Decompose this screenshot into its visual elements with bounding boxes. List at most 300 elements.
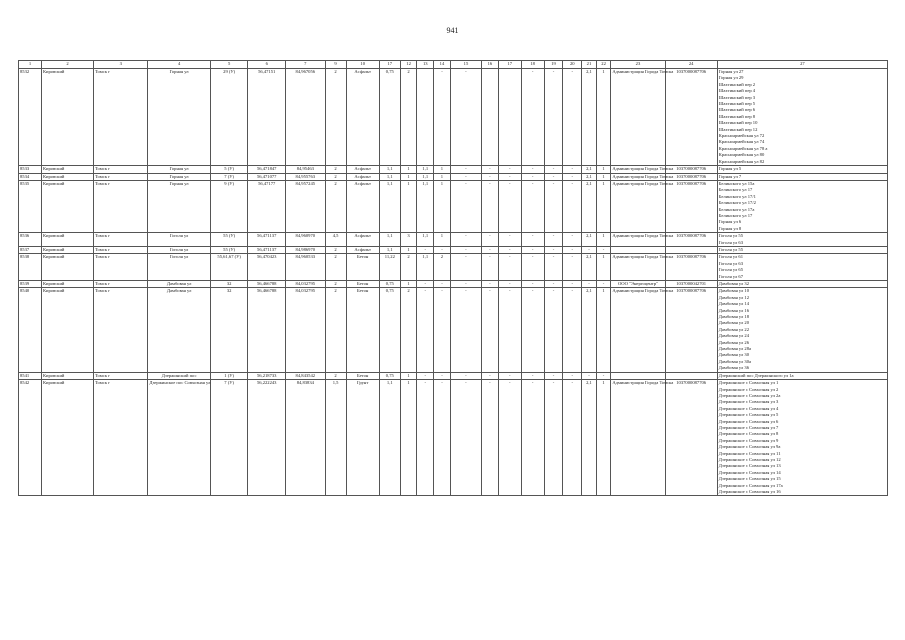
table-cell: - <box>417 372 434 379</box>
table-cell: Гоголя ул <box>148 233 211 247</box>
column-number-18: 18 <box>521 61 544 69</box>
table-cell: 7 (У) <box>210 380 248 496</box>
table-cell: - <box>544 281 563 288</box>
table-cell: Грунт <box>346 380 379 496</box>
table-cell: 84,032795 <box>286 288 326 372</box>
table-cell: 1,1 <box>379 173 400 180</box>
table-cell: - <box>521 173 544 180</box>
table-cell: 1,1 <box>379 233 400 247</box>
table-cell: - <box>582 246 597 253</box>
table-cell: Горная ул <box>148 166 211 173</box>
table-cell: 1 <box>400 166 417 173</box>
table-cell: 56,471137 <box>248 246 286 253</box>
table-row <box>19 233 888 247</box>
table-cell: Асфальт <box>346 69 379 166</box>
table-cell: 2 <box>325 173 346 180</box>
table-cell: Администрация Города Томска <box>611 233 665 247</box>
address-line: Дамбовая ул 30 <box>718 352 750 358</box>
table-cell: 1 <box>434 173 451 180</box>
table-cell: Томск г <box>94 380 148 496</box>
address-line: Дамбовая ул 10 <box>718 288 750 294</box>
table-row <box>19 173 888 180</box>
table-cell: ООО "Энергоцентр" <box>611 281 665 288</box>
address-line: Дзержинское с Совхозная ул 15 <box>718 476 781 482</box>
address-line: Белинского ул 17/2 <box>718 200 756 206</box>
table-cell: Гоголя ул <box>148 254 211 281</box>
table-cell: Томск г <box>94 233 148 247</box>
table-row <box>19 372 888 379</box>
address-line: Дамбовая ул 28а <box>718 346 752 352</box>
table-cell: 8542 <box>19 380 42 496</box>
table-cell: Администрация Города Томска <box>611 288 665 372</box>
table-cell: - <box>521 180 544 232</box>
table-cell: - <box>563 281 582 288</box>
table-cell: Томск г <box>94 281 148 288</box>
table-cell: - <box>482 233 499 247</box>
column-number-22: 22 <box>596 61 611 69</box>
table-cell: - <box>563 180 582 232</box>
table-cell: 29 (У) <box>210 69 248 166</box>
table-cell: 55,61,67 (У) <box>210 254 248 281</box>
table-cell: 2 <box>325 254 346 281</box>
served-addresses-cell <box>717 254 887 281</box>
table-cell: 56,471847 <box>248 166 286 173</box>
table-cell: - <box>482 166 499 173</box>
address-line: Дзержинское с Совхозная ул 11 <box>718 450 781 456</box>
table-cell: 2,1 <box>582 69 597 166</box>
table-cell: Асфальт <box>346 246 379 253</box>
table-cell: 2 <box>325 166 346 173</box>
table-cell: Асфальт <box>346 173 379 180</box>
table-cell: - <box>521 254 544 281</box>
table-cell: 84,960533 <box>286 254 326 281</box>
table-cell: 11,22 <box>379 254 400 281</box>
address-line: Дзержинское с Совхозная ул 14 <box>718 469 781 475</box>
table-cell: - <box>544 254 563 281</box>
table-cell: - <box>521 281 544 288</box>
address-line: Дзержинское с Совхозная ул 6 <box>718 418 779 424</box>
table-cell: - <box>563 173 582 180</box>
table-cell: - <box>498 233 521 247</box>
table-cell: 7 (У) <box>210 173 248 180</box>
address-line: Красноармейская ул 72 <box>718 133 765 139</box>
table-cell: - <box>544 166 563 173</box>
table-cell: Асфальт <box>346 180 379 232</box>
address-line: Дзержинское с Совхозная ул 13 <box>718 463 781 469</box>
table-cell: Томск г <box>94 166 148 173</box>
table-cell: Томск г <box>94 254 148 281</box>
address-line: Шахтинский пер 2 <box>718 81 756 87</box>
table-cell: - <box>482 180 499 232</box>
table-cell: 2 <box>400 288 417 372</box>
table-cell: 8539 <box>19 281 42 288</box>
table-cell: - <box>544 69 563 166</box>
table-cell: 1,1 <box>417 166 434 173</box>
table-cell: 32 <box>210 281 248 288</box>
table-cell <box>611 246 665 253</box>
table-cell: 56,471077 <box>248 173 286 180</box>
table-cell: Томск г <box>94 69 148 166</box>
address-line: Дзержинское с Совхозная ул 3 <box>718 399 779 405</box>
table-cell: 1 (У) <box>210 372 248 379</box>
table-cell: 1037000087706 <box>665 288 717 372</box>
address-line: Гоголя ул 55 <box>718 246 743 252</box>
column-number-header-row <box>19 61 888 69</box>
table-cell: 1 <box>596 254 611 281</box>
table-cell: 56,218733 <box>248 372 286 379</box>
column-number-27: 27 <box>717 61 887 69</box>
table-cell: 55 (У) <box>210 246 248 253</box>
address-line: Гоголя ул 65 <box>718 267 743 273</box>
address-line: Дамбовая ул 20 <box>718 320 750 326</box>
table-cell: - <box>434 288 451 372</box>
table-cell: 1 <box>400 281 417 288</box>
table-cell: - <box>498 372 521 379</box>
table-cell: 84,843542 <box>286 372 326 379</box>
address-line: Белинского ул 17/1 <box>718 193 756 199</box>
table-cell: 8540 <box>19 288 42 372</box>
table-cell: Томск г <box>94 246 148 253</box>
table-cell: Кировский <box>41 233 93 247</box>
table-cell: - <box>498 180 521 232</box>
table-cell: - <box>563 372 582 379</box>
address-line: Горная ул 5 <box>718 166 742 172</box>
table-cell: 56,470423 <box>248 254 286 281</box>
address-line: Горная ул 27 <box>718 69 744 74</box>
address-line: Дамбовая ул 22 <box>718 326 750 332</box>
table-cell: 2,1 <box>582 380 597 496</box>
table-cell: - <box>434 246 451 253</box>
column-number-21: 21 <box>582 61 597 69</box>
table-cell: - <box>563 380 582 496</box>
address-line: Красноармейская ул 78 а <box>718 145 768 151</box>
address-line: Дзержинский пос Дзержинского ул 1а <box>718 372 794 378</box>
column-number-6: 6 <box>248 61 286 69</box>
table-row <box>19 246 888 253</box>
served-addresses-cell <box>717 173 887 180</box>
table-cell: - <box>521 69 544 166</box>
table-cell: 1,1 <box>417 173 434 180</box>
table-cell: 84,83834 <box>286 380 326 496</box>
table-cell: - <box>417 246 434 253</box>
address-line: Дамбовая ул 16 <box>718 307 750 313</box>
table-row <box>19 288 888 372</box>
address-line: Шахтинский пер 5 <box>718 101 756 107</box>
address-line: Шахтинский пер 4 <box>718 88 756 94</box>
table-cell: 1037000087706 <box>665 173 717 180</box>
table-cell: - <box>434 281 451 288</box>
table-cell <box>417 69 434 166</box>
served-addresses-cell <box>717 69 887 166</box>
address-line: Шахтинский пер 10 <box>718 120 758 126</box>
column-number-9: 9 <box>325 61 346 69</box>
table-cell: 84,032795 <box>286 281 326 288</box>
column-number-7: 7 <box>286 61 326 69</box>
table-cell: - <box>521 233 544 247</box>
address-line: Гоголя ул 61 <box>718 254 743 260</box>
table-cell: 2,1 <box>582 173 597 180</box>
table-cell: - <box>498 288 521 372</box>
table-cell: 32 <box>210 288 248 372</box>
table-cell: - <box>563 166 582 173</box>
column-number-23: 23 <box>611 61 665 69</box>
table-cell: 1 <box>596 166 611 173</box>
table-cell: - <box>450 246 481 253</box>
table-cell: - <box>417 288 434 372</box>
column-number-4: 4 <box>148 61 211 69</box>
served-addresses-cell <box>717 288 887 372</box>
table-cell: Дзержинское пос Совхозная ул <box>148 380 211 496</box>
address-line: Дамбовая ул 14 <box>718 301 750 307</box>
column-number-5: 5 <box>210 61 248 69</box>
address-line: Дзержинское с Совхозная ул 9 <box>718 437 779 443</box>
table-cell <box>665 246 717 253</box>
address-line: Белинского ул 17 <box>718 187 753 193</box>
table-cell: Кировский <box>41 281 93 288</box>
table-cell: 1 <box>400 173 417 180</box>
table-cell <box>611 372 665 379</box>
table-cell: - <box>482 254 499 281</box>
table-row <box>19 254 888 281</box>
table-cell: 84,960970 <box>286 233 326 247</box>
table-cell: 2 <box>325 281 346 288</box>
table-cell: - <box>450 180 481 232</box>
column-number-19: 19 <box>544 61 563 69</box>
table-cell: - <box>521 380 544 496</box>
table-cell: - <box>544 380 563 496</box>
address-line: Красноармейская ул 74 <box>718 139 765 145</box>
table-cell: 1 <box>596 233 611 247</box>
table-cell: 2 <box>400 69 417 166</box>
table-cell: 1,5 <box>325 380 346 496</box>
table-cell: 1 <box>596 288 611 372</box>
table-cell: - <box>498 380 521 496</box>
page-number: 941 <box>446 26 459 35</box>
table-cell: - <box>521 288 544 372</box>
table-cell: 56,222243 <box>248 380 286 496</box>
column-number-2: 2 <box>41 61 93 69</box>
table-cell: Администрация Города Томска <box>612 173 674 179</box>
column-number-24: 24 <box>665 61 717 69</box>
table-row <box>19 69 888 166</box>
table-cell: 1 <box>596 180 611 232</box>
table-row <box>19 380 888 496</box>
address-line: Дзержинское с Совхозная ул 12 <box>718 456 781 462</box>
table-cell: Горная ул <box>148 173 211 180</box>
table-cell: - <box>521 166 544 173</box>
table-cell: - <box>482 281 499 288</box>
address-line: Гоголя ул 67 <box>718 273 743 279</box>
table-cell: - <box>450 372 481 379</box>
column-number-13: 13 <box>417 61 434 69</box>
table-cell: Кировский <box>41 173 93 180</box>
table-cell: Томск г <box>94 180 148 232</box>
table-cell: Кировский <box>41 180 93 232</box>
address-line: Дзержинское с Совхозная ул 16 <box>718 489 781 494</box>
table-cell: Бетон <box>346 281 379 288</box>
table-cell: 1037000087706 <box>665 180 717 232</box>
table-cell: 1 <box>434 166 451 173</box>
address-line: Дзержинское с Совхозная ул 7 <box>718 424 779 430</box>
table-cell: - <box>521 246 544 253</box>
table-cell: - <box>450 281 481 288</box>
address-line: Дзержинское с Совхозная ул 4 <box>718 405 779 411</box>
table-cell: Асфальт <box>346 166 379 173</box>
table-cell: 1 <box>400 180 417 232</box>
table-cell: 2 <box>434 254 451 281</box>
table-cell: - <box>582 281 597 288</box>
table-cell: 5 (У) <box>210 166 248 173</box>
address-line: Дзержинское с Совхозная ул 9а <box>718 444 781 450</box>
table-cell <box>498 69 521 166</box>
address-line: Шахтинский пер 6 <box>718 107 756 113</box>
table-cell: - <box>563 254 582 281</box>
table-cell: 1,1 <box>417 254 434 281</box>
table-cell: 1 <box>400 380 417 496</box>
table-cell: - <box>482 246 499 253</box>
table-cell: Кировский <box>41 166 93 173</box>
table-cell: Бетон <box>346 372 379 379</box>
table-cell: 0,75 <box>379 288 400 372</box>
served-addresses-cell <box>717 166 887 173</box>
table-cell: Кировский <box>41 246 93 253</box>
table-cell: - <box>450 254 481 281</box>
table-cell: 3 <box>400 233 417 247</box>
table-cell: 8541 <box>19 372 42 379</box>
address-line: Дамбовая ул 24 <box>718 333 750 339</box>
table-cell: 84,986970 <box>286 246 326 253</box>
column-number-17: 17 <box>498 61 521 69</box>
table-cell: - <box>498 254 521 281</box>
table-cell: - <box>450 288 481 372</box>
table-cell: Бетон <box>346 288 379 372</box>
table-cell: - <box>544 233 563 247</box>
address-line: Белинского ул 17а <box>718 206 755 212</box>
table-cell: 1 <box>434 233 451 247</box>
table-cell: 1037000087706 <box>665 233 717 247</box>
column-number-12: 12 <box>400 61 417 69</box>
table-cell: 2 <box>400 254 417 281</box>
address-line: Дамбовая ул 12 <box>718 294 750 300</box>
table-cell: 1037000087706 <box>665 166 717 173</box>
table-cell: 8538 <box>19 254 42 281</box>
table-cell: - <box>498 246 521 253</box>
table-cell: 1,1 <box>417 180 434 232</box>
address-line: Красноармейская ул 80 <box>718 152 765 158</box>
column-number-3: 3 <box>94 61 148 69</box>
table-cell: Дзержинский пос <box>148 372 211 379</box>
table-cell: - <box>450 166 481 173</box>
table-cell: - <box>544 372 563 379</box>
address-line: Гоголя ул 55 <box>718 233 743 239</box>
address-line: Шахтинский пер 12 <box>718 126 758 132</box>
address-line: Дамбовая ул 32 <box>718 281 750 286</box>
table-cell: - <box>563 233 582 247</box>
table-cell: - <box>544 288 563 372</box>
table-cell: Дамбовая ул <box>148 288 211 372</box>
table-cell: 2 <box>325 69 346 166</box>
address-line: Горная ул 8 <box>718 225 742 231</box>
address-line: Дамбовая ул 30а <box>718 358 752 364</box>
table-cell: - <box>482 380 499 496</box>
table-cell: Гоголя ул <box>148 246 211 253</box>
table-cell: 56,466788 <box>248 281 286 288</box>
table-cell: - <box>563 246 582 253</box>
table-cell: 2,1 <box>582 166 597 173</box>
address-line: Шахтинский пер 3 <box>718 94 756 100</box>
register-rows <box>19 69 888 496</box>
column-number-16: 16 <box>482 61 499 69</box>
address-line: Дзержинское с Совхозная ул 2 <box>718 386 779 392</box>
table-cell: Администрация Города Томска <box>611 380 665 496</box>
table-cell: 84,955763 <box>286 173 326 180</box>
table-cell: 2,1 <box>582 254 597 281</box>
table-cell: - <box>596 246 611 253</box>
table-cell: Администрация Города Томска <box>611 69 665 166</box>
table-cell: 8536 <box>19 233 42 247</box>
table-cell: - <box>596 281 611 288</box>
table-cell: Томск г <box>94 288 148 372</box>
table-cell: - <box>417 380 434 496</box>
table-cell: 56,466788 <box>248 288 286 372</box>
table-cell: - <box>544 173 563 180</box>
table-cell: 55 (У) <box>210 233 248 247</box>
served-addresses-cell <box>717 372 887 379</box>
table-cell: - <box>498 281 521 288</box>
served-addresses-cell <box>717 380 887 496</box>
address-line: Белинского ул 15а <box>718 180 755 186</box>
column-number-15: 15 <box>450 61 481 69</box>
table-cell: 9 (У) <box>210 180 248 232</box>
table-cell: Администрация Города Томска <box>611 180 665 232</box>
table-cell: - <box>482 288 499 372</box>
table-cell: - <box>498 166 521 173</box>
served-addresses-cell <box>717 180 887 232</box>
table-cell: Администрация Города Томска <box>612 166 674 172</box>
table-cell: - <box>450 173 481 180</box>
address-line: Дамбовая ул 36 <box>718 365 750 371</box>
table-cell: - <box>521 372 544 379</box>
table-cell: Кировский <box>41 254 93 281</box>
table-cell: 4,5 <box>325 233 346 247</box>
table-cell: - <box>417 281 434 288</box>
address-line: Гоголя ул 63 <box>718 239 743 245</box>
table-cell: - <box>596 372 611 379</box>
table-row <box>19 281 888 288</box>
address-line: Дзержинское с Совхозная ул 2а <box>718 392 781 398</box>
table-cell: 56,47177 <box>248 180 286 232</box>
address-line: Шахтинский пер 8 <box>718 113 756 119</box>
table-cell: Асфальт <box>346 233 379 247</box>
table-cell: 2,1 <box>582 288 597 372</box>
table-cell: - <box>498 173 521 180</box>
table-cell: 2 <box>325 246 346 253</box>
address-line: Белинского ул 17 <box>718 212 753 218</box>
table-cell: 56,471137 <box>248 233 286 247</box>
table-cell: 84,967056 <box>286 69 326 166</box>
table-cell: 1037000087706 <box>665 254 717 281</box>
table-cell: Горная ул <box>148 180 211 232</box>
address-line: Гоголя ул 63 <box>718 260 743 266</box>
table-cell <box>482 69 499 166</box>
table-cell: 2 <box>325 372 346 379</box>
table-cell: Кировский <box>41 288 93 372</box>
table-cell: Бетон <box>346 254 379 281</box>
table-cell: 1037000087706 <box>665 380 717 496</box>
table-cell: 1,1 <box>379 380 400 496</box>
column-number-14: 14 <box>434 61 451 69</box>
table-cell: - <box>450 233 481 247</box>
